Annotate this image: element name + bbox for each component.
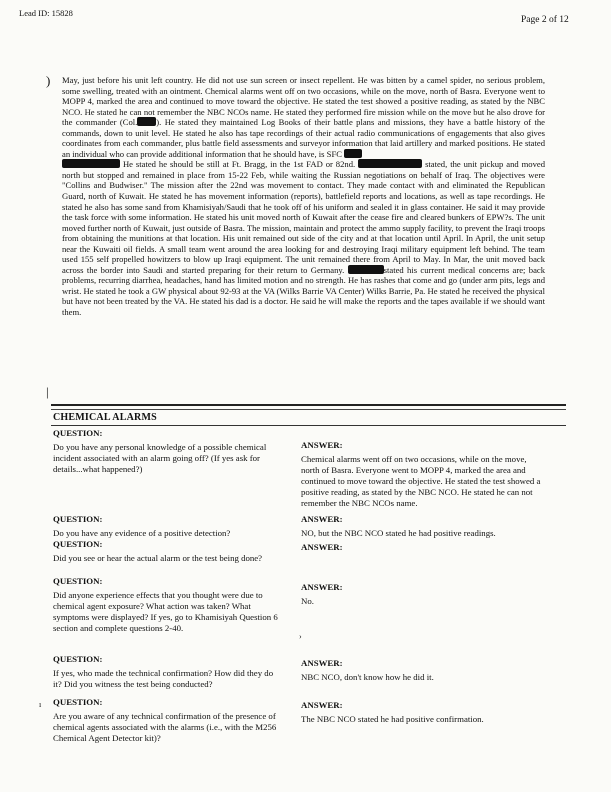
- answer-label: ANSWER:: [301, 542, 343, 552]
- answer-label: ANSWER:: [301, 658, 343, 668]
- question-block: [53, 654, 283, 690]
- redaction: [348, 265, 384, 274]
- redaction: [358, 159, 422, 168]
- answer-label: ANSWER:: [301, 700, 343, 710]
- question-text: Did you see or hear the actual alarm or the test being done?: [53, 553, 263, 563]
- answer-block: [301, 700, 546, 725]
- narrative-text-4: stated, the unit pickup and moved north but stopped and remained in place from 15-22 Feb, while waiting the Russian negotiations on behalf of Iraq. The objectives were "Collins and Budwiser." The mission after the 22nd was movement to contact. They made contact with and eliminated the Republican Guard, north of Kuwait. He stated he has movement information (reports), battlefield reports and locations, as well as tape recordings. He stated he also has some sand from Khamisiyah/Saudi that he took off of his uniform and sealed it in glass container. He said it may provide the task force with some information. He stated his unit moved north of Kuwait after the cease fire and cleared bunkers of EPW?s. The unit moved further north of Kuwait, just outside of Basra. The mission, maintain and protect the ammo supply facility, to prevent the Iraqi troops from obtaining the munitions at that location. His unit remained out side of the city and at that location until April. In April, the unit setup near the Kuwaiti oil fields. A small team went around the area looking for and destroying Iraqi military equipment left behind. The team used 155 self propelled howitzers to blow up Iraqi equipment. The unit remained there from April to May. In Mar, the unit moved back across the border into Saudi and started preparing for their return to Germany.: [62, 159, 546, 275]
- answer-text: The NBC NCO stated he had positive confirmation.: [301, 714, 484, 724]
- answer-block: [301, 582, 546, 607]
- page-number: Page 2 of 12: [521, 15, 569, 25]
- answer-block: [301, 542, 546, 556]
- question-text: Are you aware of any technical confirmation of the presence of chemical agents associated with the alarms (i.e., with the M256 Chemical Agent Detector kit)?: [53, 711, 277, 743]
- question-block: [53, 539, 283, 564]
- question-text: Did anyone experience effects that you thought were due to chemical agent exposure? What action was taken? What symptoms were displayed? If yes, go to Khamisiyah Question 6 section and complete questions 2-40.: [53, 590, 278, 633]
- margin-bracket-top: ): [46, 73, 51, 88]
- redaction: [62, 159, 120, 168]
- question-block: [53, 514, 283, 539]
- question-text: If yes, who made the technical confirmation? How did they do it? Did you witness the test being conducted?: [53, 668, 274, 689]
- question-block: [53, 697, 283, 744]
- margin-bracket-bottom: |: [46, 384, 49, 399]
- question-label: QUESTION:: [53, 654, 103, 664]
- question-block: [53, 428, 283, 475]
- section-title: CHEMICAL ALARMS: [53, 412, 157, 423]
- answer-text: NBC NCO, don't know how he did it.: [301, 672, 434, 682]
- narrative-text-1: May, just before his unit left country. He did not use sun screen or insect repellent. He was bitten by a camel spider, no serious problem, some swelling, treated with an ointment. Chemical alarms went off on two occasions, while on the move, north of Basra. Everyone went to MOPP 4, marked the area and continued to move toward the objective. He stated the test showed a positive reading, as stated by the NBC NCO. He stated he can not remember the NBC NCOs name. He stated they performed fire mission while on the move but he also drove for the commander (Col.: [62, 75, 545, 128]
- redaction: [137, 117, 156, 126]
- question-label: QUESTION:: [53, 514, 103, 524]
- question-block: [53, 576, 283, 634]
- answer-block: [301, 440, 546, 509]
- stray-mark: ›: [299, 632, 302, 641]
- answer-text: NO, but the NBC NCO stated he had positive readings.: [301, 528, 496, 538]
- section-divider-thin: [51, 409, 566, 410]
- answer-block: [301, 514, 546, 539]
- question-text: Do you have any evidence of a positive detection?: [53, 528, 231, 538]
- narrative-text-5: stated his current medical concerns are; back problems, recurring diarrhea, headaches, hand has limited motion and no strength. He has rashes that come and go (under arm pits, legs and wrist. He stated he took a GW physical about 92-93 at the VA (Wilks Barrie VA Center) Wilks Barrie, Pa. He stated he received the physical but have not been treated by the VA. He stated his dad is a doctor. He said he will make the reports and the tapes available if we should want them.: [62, 264, 545, 318]
- narrative-paragraph: [62, 75, 545, 318]
- answer-text: Chemical alarms went off on two occasions, while on the move, north of Basra. Everyone went to MOPP 4, marked the area and continued to move toward the objective. He stated the test showed a positive reading, as stated by the NBC NCO. He stated he can not remember the NBC NCOs name.: [301, 454, 541, 508]
- narrative-text-3: He stated he should be still at Ft. Bragg, in the 1st FAD or 82nd.: [122, 159, 356, 170]
- answer-text: No.: [301, 596, 314, 606]
- section-underline: [51, 425, 566, 426]
- question-label: QUESTION:: [53, 697, 103, 707]
- answer-label: ANSWER:: [301, 440, 343, 450]
- question-label: QUESTION:: [53, 576, 103, 586]
- answer-label: ANSWER:: [301, 514, 343, 524]
- answer-label: ANSWER:: [301, 582, 343, 592]
- lead-id: Lead ID: 15828: [19, 8, 73, 18]
- question-label: QUESTION:: [53, 539, 103, 549]
- question-text: Do you have any personal knowledge of a possible chemical incident associated with an alarm going off? (If yes ask for details...what happened?): [53, 442, 267, 474]
- redaction: [344, 149, 362, 158]
- section-divider: [51, 404, 566, 406]
- answer-block: [301, 658, 546, 683]
- question-label: QUESTION:: [53, 428, 103, 438]
- stray-mark: ı: [39, 700, 42, 709]
- narrative-text-2: ). He stated they maintained Log Books of their battle plans and missions, they have a battle history of the commands, down to unit level. He stated he also has tape recordings of their actual radio communications of engagements that also gives coordinates from each commander, plus battle field assessments and surveyor information that laid artillery and marked positions. He stated an individual who can provide additional information that he should have, is SFC: [62, 117, 545, 159]
